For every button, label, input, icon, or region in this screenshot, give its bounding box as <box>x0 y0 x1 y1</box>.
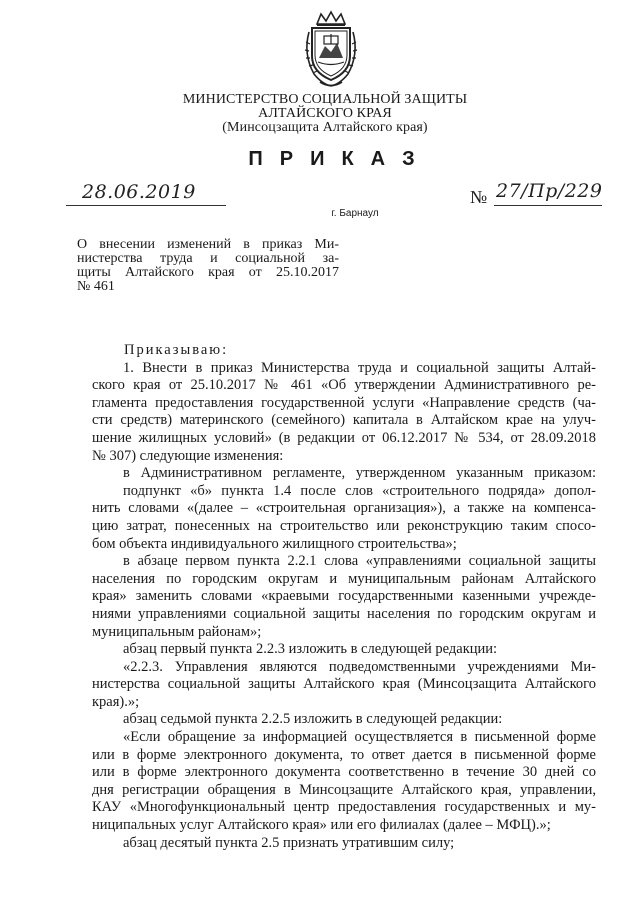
order-body <box>92 342 596 852</box>
subject-line: № 461 <box>77 279 115 294</box>
body-line: № 307) следующие изменения: <box>92 447 284 464</box>
subject-line: О внесении изменений в приказ Ми- <box>77 237 339 252</box>
body-line: муниципальным районам»; <box>92 623 262 640</box>
ministry-name-line2: АЛТАЙСКОГО КРАЯ <box>258 106 392 121</box>
date-underline <box>66 205 226 206</box>
body-line: гламента предоставления государственной услуги «Направление средств (ча- <box>92 394 596 411</box>
body-line: абзац первый пункта 2.2.3 изложить в следующей редакции: <box>123 641 498 658</box>
number-sign: № <box>470 187 488 207</box>
body-line: шение жилищных условий» (в редакции от 06.12.2017 № 534, от 28.09.2018 <box>92 429 596 446</box>
city-label: г. Барнаул <box>331 208 379 219</box>
order-subject <box>77 238 339 294</box>
body-line: в Административном регламенте, утвержденном указанным приказом: <box>123 465 596 482</box>
body-line: подпункт «б» пункта 1.4 после слов «строительного подряда» допол- <box>123 482 596 499</box>
body-line: нистерства социальной защиты Алтайского края (Минсоцзащита Алтайского <box>92 676 596 693</box>
body-line: ниями управлениями социальной защиты населения по городским округам и <box>92 605 596 622</box>
ministry-short-name: (Минсоцзащита Алтайского края) <box>222 120 428 135</box>
body-line: ниципальных услуг Алтайского края» или его филиалах (далее – МФЦ).»; <box>92 817 551 834</box>
coat-of-arms-emblem <box>300 10 362 90</box>
body-line: КАУ «Многофункциональный центр предоставления государственных и му- <box>92 799 596 816</box>
body-line: «Если обращение за информацией осуществляется в письменной форме <box>123 729 596 746</box>
number-underline <box>494 205 602 206</box>
order-directive: Приказываю: <box>124 342 229 358</box>
handwritten-date: 28.06.2019 <box>82 181 196 203</box>
handwritten-order-number: 27/Пр/229 <box>496 180 603 202</box>
body-line: края).»; <box>92 693 140 710</box>
body-line: края» заменить словами «краевыми государственными казенными учрежде- <box>92 588 596 605</box>
body-line: бом объекта индивидуального жилищного строительства»; <box>92 535 457 552</box>
body-line: населения по городским округам и муниципальным районам Алтайского <box>92 570 596 587</box>
body-line: 1. Внести в приказ Министерства труда и социальной защиты Алтай- <box>123 359 596 376</box>
body-line: или в форме электронного документа соответственно в течение 30 дней со <box>92 764 596 781</box>
subject-line: щиты Алтайского края от 25.10.2017 <box>77 265 339 280</box>
body-line: абзац седьмой пункта 2.2.5 изложить в следующей редакции: <box>123 711 503 728</box>
subject-line: нистерства труда и социальной за- <box>77 251 339 266</box>
body-line: ского края от 25.10.2017 № 461 «Об утверждении Административного ре- <box>92 377 596 394</box>
body-line: сти средств) материнского (семейного) капитала в Алтайском крае на улуч- <box>92 412 596 429</box>
body-line: нить словами «(далее – «строительная организация»), а также на компенса- <box>92 500 596 517</box>
body-line: дня регистрации обращения в Минсоцзащите Алтайского края, управлении, <box>92 781 596 798</box>
body-line: в абзаце первом пункта 2.2.1 слова «управлениями социальной защиты <box>123 553 596 570</box>
document-type-title: ПРИКАЗ <box>248 148 432 170</box>
body-line: «2.2.3. Управления являются подведомственными учреждениями Ми- <box>123 658 596 675</box>
body-line: цию затрат, понесенных на строительство или реконструкцию таким спосо- <box>92 517 596 534</box>
ministry-name-line1: МИНИСТЕРСТВО СОЦИАЛЬНОЙ ЗАЩИТЫ <box>182 92 468 107</box>
body-line: абзац десятый пункта 2.5 признать утратившим силу; <box>123 834 455 851</box>
body-line: или в форме электронного документа, то ответ дается в письменной форме <box>92 746 596 763</box>
